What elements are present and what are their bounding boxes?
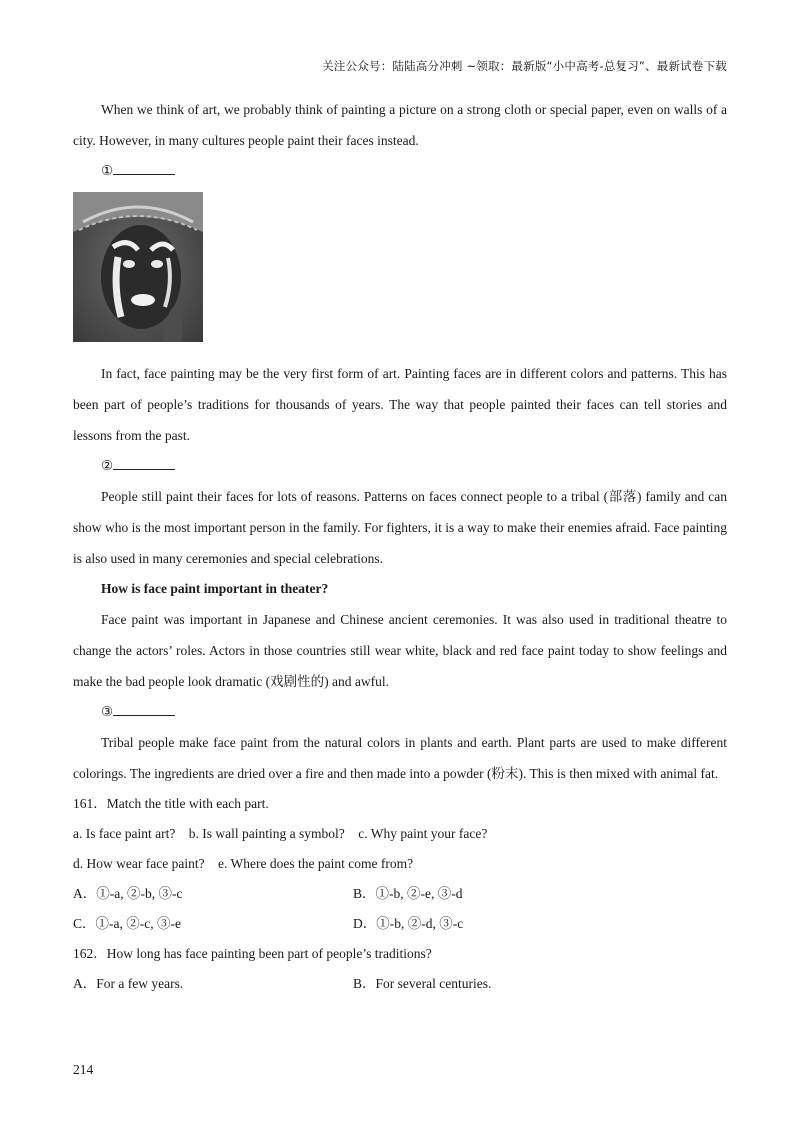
option-162-a[interactable]: A．For a few years. xyxy=(73,976,184,991)
question-161-titles-1: a. Is face paint art? b. Is wall painting a symbol? c. Why paint your face? xyxy=(73,826,488,841)
question-161-stem: 161．Match the title with each part. xyxy=(73,796,269,811)
option-161-a[interactable]: A．①-a, ②-b, ③-c xyxy=(73,886,183,901)
section-heading: How is face paint important in theater? xyxy=(101,581,329,596)
option-162-b[interactable]: B．For several centuries. xyxy=(353,976,492,991)
blank-2-line xyxy=(113,455,175,470)
paragraph-2: People still paint their faces for lots of reasons. Patterns on faces connect people to a tribal (部落) family and can show who is the most important person in the family. For fighters, it is a way to make their enemies afraid. Face painting is also used in many ceremonies and special celebrations. xyxy=(73,489,727,566)
question-162-stem: 162．How long has face painting been part of people’s traditions? xyxy=(73,946,432,961)
option-161-b[interactable]: B．①-b, ②-e, ③-d xyxy=(353,886,463,901)
blank-3-line xyxy=(113,701,175,716)
blank-3 xyxy=(73,697,727,727)
intro-paragraph: When we think of art, we probably think of painting a picture on a strong cloth or special paper, even on walls of a city. However, in many cultures people paint their faces instead. xyxy=(73,102,727,148)
question-161-options-row-2 xyxy=(73,909,727,939)
paragraph-1: In fact, face painting may be the very first form of art. Painting faces are in different colors and patterns. This has been part of people’s traditions for thousands of years. The way that people painted their faces can tell stories and lessons from the past. xyxy=(73,366,727,443)
passage-content xyxy=(73,94,727,999)
face-paint-photo xyxy=(73,192,203,342)
question-161-titles-2: d. How wear face paint? e. Where does the paint come from? xyxy=(73,856,414,871)
blank-2-marker: ② xyxy=(101,458,114,473)
blank-1-marker: ① xyxy=(101,163,114,178)
blank-2 xyxy=(73,451,727,481)
question-162-options-row-1 xyxy=(73,969,727,999)
question-161-options-row-1 xyxy=(73,879,727,909)
paragraph-3: Face paint was important in Japanese and Chinese ancient ceremonies. It was also used in traditional theatre to change the actors’ roles. Actors in those countries still wear white, black and red face paint today to show feelings and make the bad people look dramatic (戏剧性的) and awful. xyxy=(73,612,727,689)
page-header: 关注公众号：陆陆高分冲刺 ~领取：最新版“小中高考-总复习”、最新试卷下载 xyxy=(322,59,727,73)
option-161-d[interactable]: D．①-b, ②-d, ③-c xyxy=(353,916,464,931)
blank-3-marker: ③ xyxy=(101,704,114,719)
option-161-c[interactable]: C．①-a, ②-c, ③-e xyxy=(73,916,181,931)
page-number: 214 xyxy=(73,1062,94,1077)
paragraph-4: Tribal people make face paint from the natural colors in plants and earth. Plant parts are used to make different colorings. The ingredients are dried over a fire and then made into a powder (粉末). This is then mixed with animal fat. xyxy=(73,735,727,781)
blank-1 xyxy=(73,156,727,186)
face-paint-photo-image xyxy=(73,192,203,342)
blank-1-line xyxy=(113,160,175,175)
